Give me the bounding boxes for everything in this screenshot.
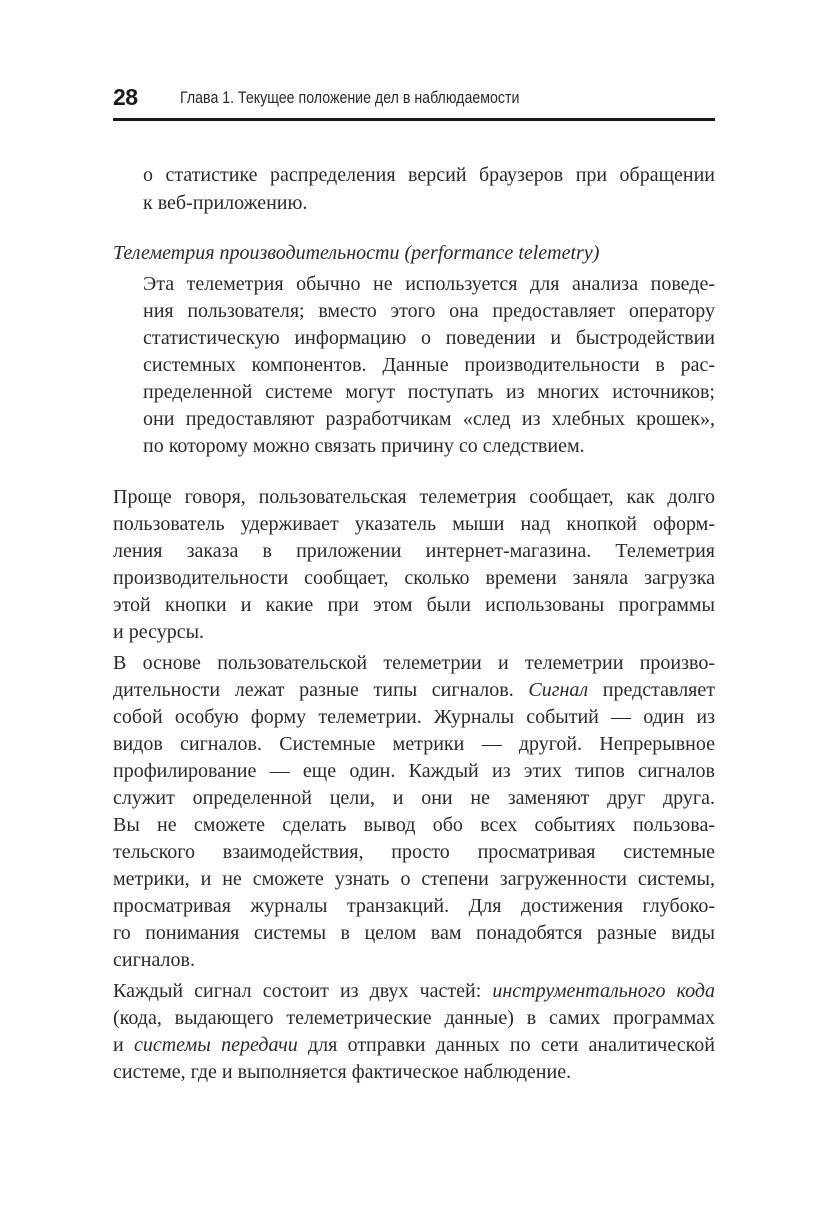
text-line: и ресурсы. (113, 621, 205, 643)
text-line: пользователь удерживает указатель мыши над кнопкой оформ- (113, 513, 715, 535)
text-line: (кода, выдающего телеметрические данные) в самих программах (113, 1007, 715, 1029)
text-line: ния пользователя; вместо этого она предоставляет оператору (143, 300, 715, 322)
text-line: Проще говоря, пользовательская телеметрия сообщает, как долго (113, 486, 715, 508)
emphasis-transmission-system: системы передачи (133, 1034, 298, 1056)
text-line: системе, где и выполняется фактическое наблюдение. (113, 1061, 572, 1083)
text-line: пределенной системе могут поступать из многих источников; (143, 381, 715, 403)
text-line: профилирование — еще один. Каждый из этих типов сигналов (113, 760, 715, 782)
text-run: Каждый сигнал состоит из двух частей: (113, 980, 493, 1002)
emphasis-signal: Сигнал (528, 679, 589, 701)
text-line: Эта телеметрия обычно не используется для анализа поведе- (143, 273, 715, 295)
text-line: собой особую форму телеметрии. Журналы событий — один из (113, 706, 715, 728)
text-line: к веб-приложению. (143, 192, 308, 214)
text-line: статистическую информацию о поведении и быстродействии (143, 327, 715, 349)
text-line: тельского взаимодействия, просто просматривая системные (113, 841, 715, 863)
text-line: служит определенной цели, и они не заменяют друг друга. (113, 787, 715, 809)
text-line: Вы не сможете сделать вывод обо всех событиях пользова- (113, 814, 715, 836)
text-line: о статистике распределения версий браузеров при обращении (143, 164, 715, 186)
text-line: по которому можно связать причину со следствием. (143, 435, 585, 457)
text-line (113, 1032, 715, 1058)
definition-term: Телеметрия производительности (performance telemetry) (113, 242, 600, 264)
running-header (113, 78, 715, 121)
text-line: они предоставляют разработчикам «след из хлебных крошек», (143, 408, 715, 430)
text-line: ления заказа в приложении интернет-магазина. Телеметрия (113, 540, 715, 562)
text-line (113, 677, 715, 703)
text-line: видов сигналов. Системные метрики — другой. Непрерывное (113, 733, 715, 755)
text-run: и (113, 1034, 134, 1056)
text-line (113, 978, 715, 1004)
page-number: 28 (113, 84, 138, 110)
text-run: дительности лежат разные типы сигналов. (113, 679, 529, 701)
text-line: этой кнопки и какие при этом были использованы программы (113, 594, 715, 616)
emphasis-instrumentation-code: инструментального кода (492, 980, 715, 1002)
text-line: сигналов. (113, 949, 195, 971)
text-line: го понимания системы в целом вам понадобятся разные виды (113, 922, 715, 944)
text-run: для отправки данных по сети аналитической (297, 1034, 715, 1056)
text-line: метрики, и не сможете узнать о степени загруженности системы, (113, 868, 715, 890)
text-line: В основе пользовательской телеметрии и телеметрии произво- (113, 652, 715, 674)
text-line: производительности сообщает, сколько времени заняла загрузка (113, 567, 715, 589)
text-line: системных компонентов. Данные производительности в рас- (143, 354, 715, 376)
text-run: представляет (588, 679, 715, 701)
chapter-title: Глава 1. Текущее положение дел в наблюдаемости (180, 89, 520, 107)
text-line: просматривая журналы транзакций. Для достижения глубоко- (113, 895, 715, 917)
